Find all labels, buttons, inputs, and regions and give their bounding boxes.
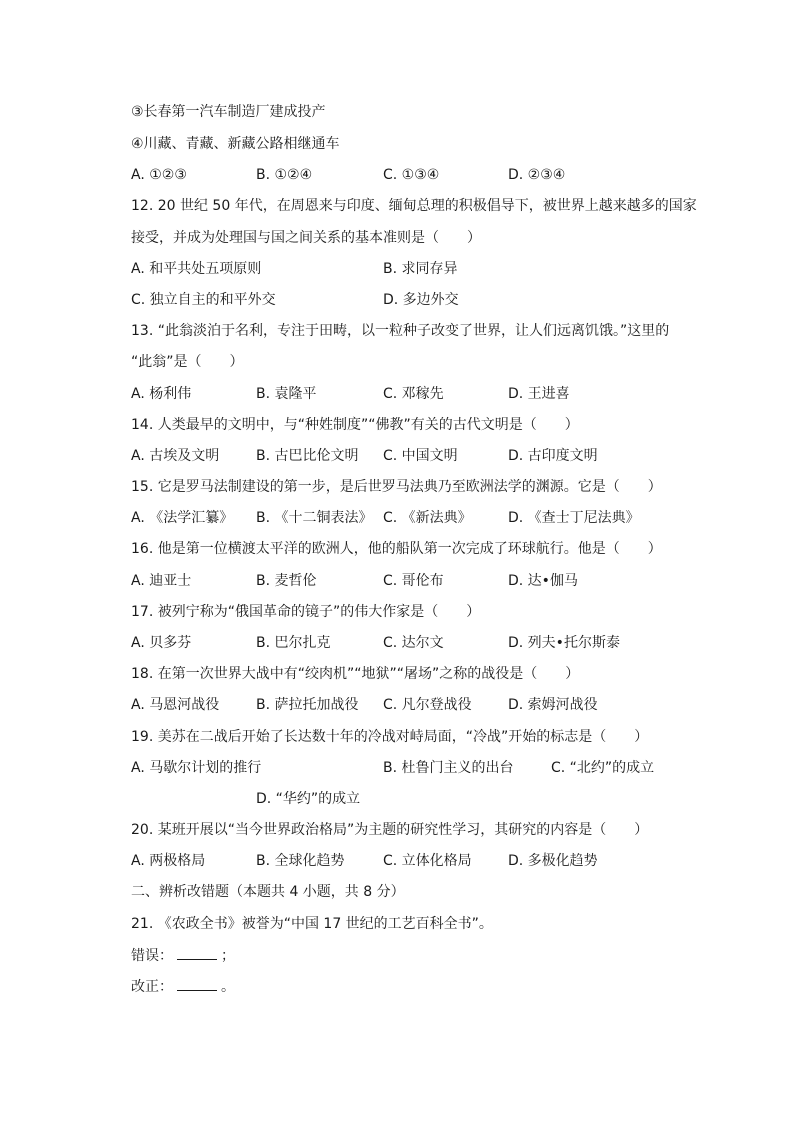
answer-blank[interactable] xyxy=(177,976,217,991)
question-stem: 21. 《农政全书》被誉为“中国 17 世纪的工艺百科全书”。 xyxy=(131,916,493,932)
option-c: C. 独立自主的和平外交 xyxy=(131,292,276,308)
wrong-end: ； xyxy=(221,948,235,964)
option-b: B. 全球化趋势 xyxy=(256,853,345,869)
question-stem: 18. 在第一次世界大战中有“绞肉机”“地狱”“屠场”之称的战役是（ ） xyxy=(131,666,580,682)
item-line-3: ③长春第一汽车制造厂建成投产 xyxy=(131,104,326,120)
option-d: D. “华约”的成立 xyxy=(256,791,361,807)
wrong-line xyxy=(131,945,235,966)
question-stem: 15. 它是罗马法制建设的第一步，是后世罗马法典乃至欧洲法学的渊源。它是（ ） xyxy=(131,479,662,495)
item-line-4: ④川藏、青藏、新藏公路相继通车 xyxy=(131,136,340,152)
option-a: A. 杨利伟 xyxy=(131,386,192,402)
option-a: A. 马歇尔计划的推行 xyxy=(131,760,262,776)
option-a: A. 《法学汇纂》 xyxy=(131,510,234,526)
option-b: B. ①②④ xyxy=(256,167,313,183)
option-c: C. 立体化格局 xyxy=(383,853,472,869)
option-d: D. 多极化趋势 xyxy=(508,853,598,869)
question-stem: 12. 20 世纪 50 年代，在周恩来与印度、缅甸总理的积极倡导下，被世界上越来越多的国家 xyxy=(131,198,697,214)
option-b: B. 萨拉托加战役 xyxy=(256,697,359,713)
option-d: D. 古印度文明 xyxy=(508,448,598,464)
wrong-label: 错误： xyxy=(131,948,173,964)
option-b: B. 麦哲伦 xyxy=(256,573,317,589)
option-c: C. 《新法典》 xyxy=(383,510,472,526)
option-a: A. 两极格局 xyxy=(131,853,206,869)
option-c: C. ①③④ xyxy=(383,167,440,183)
question-stem: 20. 某班开展以“当今世界政治格局”为主题的研究性学习，其研究的内容是（ ） xyxy=(131,822,649,838)
question-stem: 16. 他是第一位横渡太平洋的欧洲人，他的船队第一次完成了环球航行。他是（ ） xyxy=(131,541,662,557)
option-b: B. 古巴比伦文明 xyxy=(256,448,359,464)
option-d: D. 《查士丁尼法典》 xyxy=(508,510,640,526)
option-b: B. 巴尔扎克 xyxy=(256,635,331,651)
option-d: D. 列夫•托尔斯泰 xyxy=(508,635,620,651)
option-a: A. 迪亚士 xyxy=(131,573,192,589)
option-b: B. 《十二铜表法》 xyxy=(256,510,373,526)
option-b: B. 杜鲁门主义的出台 xyxy=(383,760,514,776)
question-stem: 14. 人类最早的文明中，与“种姓制度”“佛教”有关的古代文明是（ ） xyxy=(131,417,579,433)
option-c: C. “北约”的成立 xyxy=(551,760,655,776)
option-d: D. ②③④ xyxy=(508,167,566,183)
question-stem: 19. 美苏在二战后开始了长达数十年的冷战对峙局面，“冷战”开始的标志是（ ） xyxy=(131,729,649,745)
fix-end: 。 xyxy=(221,979,235,995)
option-c: C. 中国文明 xyxy=(383,448,458,464)
option-a: A. ①②③ xyxy=(131,167,187,183)
option-c: C. 邓稼先 xyxy=(383,386,444,402)
option-d: D. 多边外交 xyxy=(383,292,459,308)
question-stem: “此翁”是（ ） xyxy=(131,354,244,370)
section-heading: 二、辨析改错题（本题共 4 小题，共 8 分） xyxy=(131,884,405,900)
option-d: D. 达•伽马 xyxy=(508,573,578,589)
option-d: D. 索姆河战役 xyxy=(508,697,598,713)
fix-line xyxy=(131,976,235,997)
option-c: C. 达尔文 xyxy=(383,635,444,651)
option-a: A. 和平共处五项原则 xyxy=(131,261,262,277)
option-c: C. 凡尔登战役 xyxy=(383,697,472,713)
question-stem: 13. “此翁淡泊于名利，专注于田畴，以一粒种子改变了世界，让人们远离饥饿。”这里的 xyxy=(131,323,670,339)
question-stem: 接受，并成为处理国与国之间关系的基本准则是（ ） xyxy=(131,230,481,246)
option-a: A. 古埃及文明 xyxy=(131,448,220,464)
answer-blank[interactable] xyxy=(177,945,217,960)
option-d: D. 王进喜 xyxy=(508,386,570,402)
option-a: A. 马恩河战役 xyxy=(131,697,220,713)
question-stem: 17. 被列宁称为“俄国革命的镜子”的伟大作家是（ ） xyxy=(131,604,481,620)
fix-label: 改正： xyxy=(131,979,173,995)
option-b: B. 袁隆平 xyxy=(256,386,317,402)
option-c: C. 哥伦布 xyxy=(383,573,444,589)
option-b: B. 求同存异 xyxy=(383,261,458,277)
option-a: A. 贝多芬 xyxy=(131,635,192,651)
